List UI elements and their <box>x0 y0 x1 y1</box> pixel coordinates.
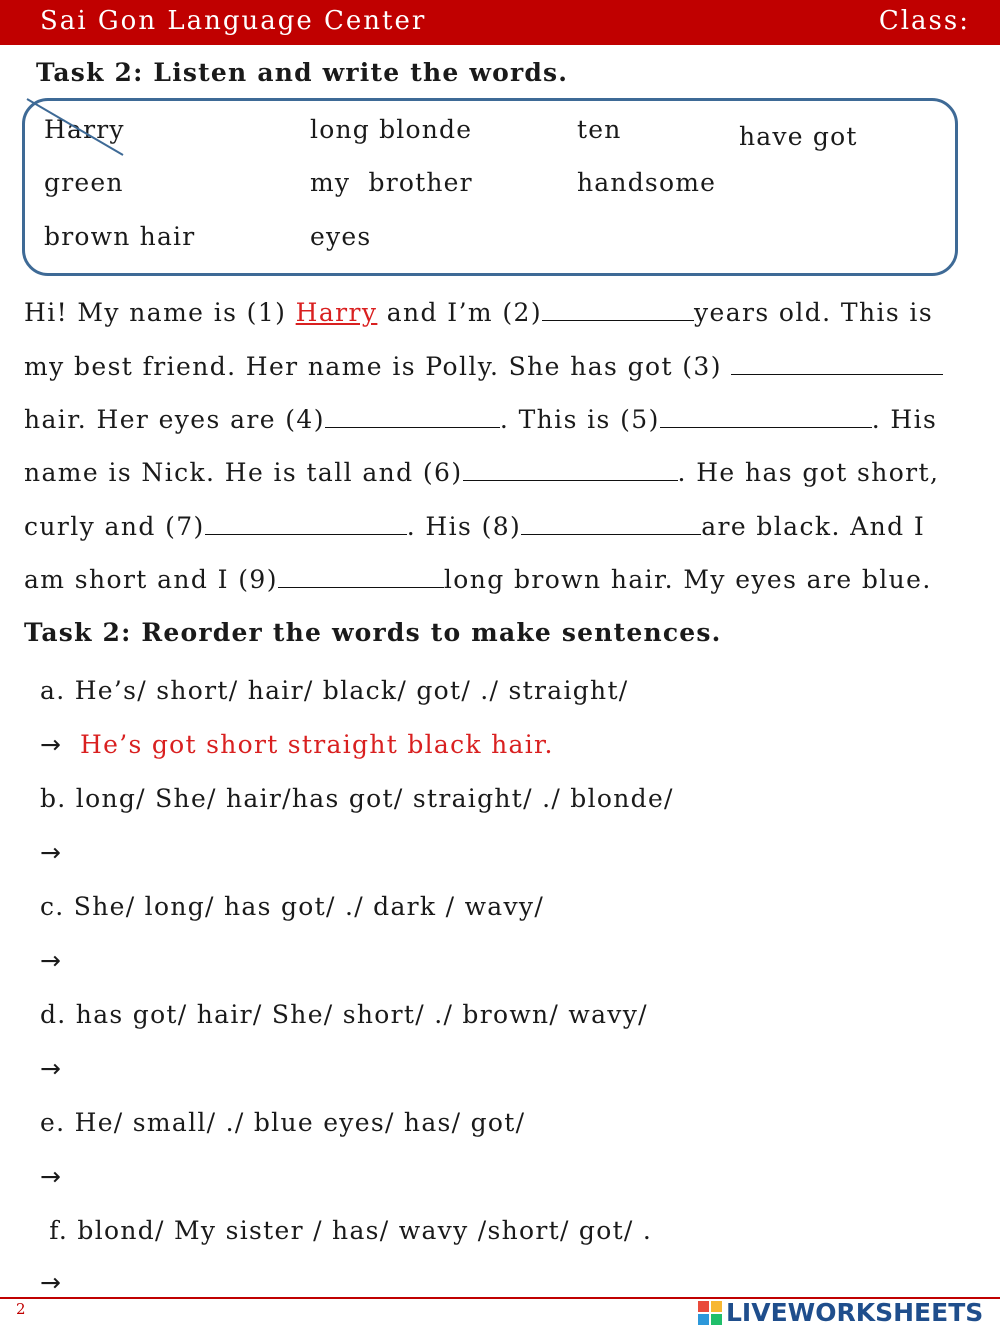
passage-line-6: am short and I (9) long brown hair. My eyes are blue. <box>24 565 932 594</box>
blank-9[interactable] <box>278 565 444 588</box>
reorder-prompt-d: d. has got/ hair/ She/ short/ ./ brown/ wavy/ <box>40 1000 648 1029</box>
reorder-prompt-b: b. long/ She/ hair/has got/ straight/ ./ blonde/ <box>40 784 674 813</box>
example-answer: Harry <box>295 298 378 327</box>
blank-2[interactable] <box>542 298 694 321</box>
reorder-prompt-e: e. He/ small/ ./ blue eyes/ has/ got/ <box>40 1108 526 1137</box>
arrow-icon: → <box>40 1054 61 1083</box>
header-bar <box>0 0 1000 45</box>
answer-field-a[interactable]: He’s got short straight black hair. <box>80 730 554 759</box>
class-label: Class: <box>878 6 970 36</box>
word-bank-item[interactable]: eyes <box>310 222 372 251</box>
liveworksheets-logo-icon <box>698 1301 722 1325</box>
task2-title: Task 2: Reorder the words to make sentences. <box>24 618 722 647</box>
passage-line-5: curly and (7) . His (8) are black. And I <box>24 512 926 541</box>
liveworksheets-logo[interactable] <box>698 1299 996 1327</box>
arrow-icon: → <box>40 730 61 759</box>
word-bank-item[interactable]: my brother <box>310 168 473 197</box>
word-bank-item[interactable]: Harry <box>44 115 125 144</box>
passage-line-4: name is Nick. He is tall and (6) . He has got short, <box>24 458 940 487</box>
arrow-icon: → <box>40 1162 61 1191</box>
answer-field-b[interactable] <box>80 838 960 868</box>
answer-field-d[interactable] <box>80 1054 960 1084</box>
word-bank-item[interactable]: have got <box>739 122 858 151</box>
blank-3[interactable] <box>731 352 943 375</box>
word-bank-item[interactable]: ten <box>577 115 622 144</box>
word-bank-item[interactable]: brown hair <box>44 222 196 251</box>
page-number: 2 <box>16 1300 26 1318</box>
arrow-icon: → <box>40 838 61 867</box>
blank-7[interactable] <box>205 512 407 535</box>
arrow-icon: → <box>40 946 61 975</box>
passage-line-2: my best friend. Her name is Polly. She has got (3) <box>24 352 943 381</box>
arrow-icon: → <box>40 1268 61 1297</box>
task1-title: Task 2: Listen and write the words. <box>36 58 569 87</box>
word-bank-item[interactable]: handsome <box>577 168 717 197</box>
passage-line-1: Hi! My name is (1) Harry and I’m (2) years old. This is <box>24 298 934 327</box>
blank-5[interactable] <box>660 405 872 428</box>
brand-text: LIVEWORKSHEETS <box>726 1298 984 1327</box>
strikethrough-mark <box>25 97 125 157</box>
center-name: Sai Gon Language Center <box>40 6 427 36</box>
passage-line-3: hair. Her eyes are (4) . This is (5) . His <box>24 405 938 434</box>
reorder-prompt-c: c. She/ long/ has got/ ./ dark / wavy/ <box>40 892 545 921</box>
answer-field-c[interactable] <box>80 946 960 976</box>
answer-field-e[interactable] <box>80 1162 960 1192</box>
answer-field-f[interactable] <box>80 1266 960 1294</box>
blank-8[interactable] <box>521 512 701 535</box>
word-bank-item[interactable]: green <box>44 168 124 197</box>
reorder-prompt-a: a. He’s/ short/ hair/ black/ got/ ./ straight/ <box>40 676 629 705</box>
blank-4[interactable] <box>325 405 500 428</box>
word-bank-item[interactable]: long blonde <box>310 115 473 144</box>
blank-6[interactable] <box>463 458 678 481</box>
reorder-prompt-f: f. blond/ My sister / has/ wavy /short/ got/ . <box>40 1216 653 1245</box>
